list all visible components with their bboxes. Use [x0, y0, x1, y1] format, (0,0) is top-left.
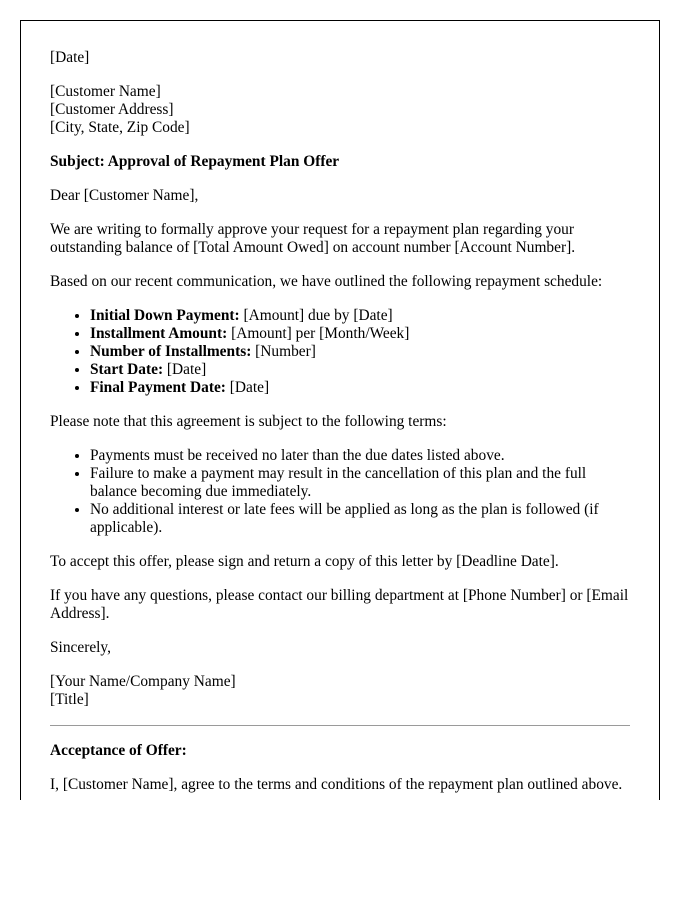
accept-instructions: To accept this offer, please sign and return a copy of this letter by [Deadline Date].: [50, 553, 559, 570]
schedule-item-label: Final Payment Date:: [90, 379, 226, 396]
schedule-item-value: [Date]: [163, 361, 207, 378]
acceptance-statement: I, [Customer Name], agree to the terms and conditions of the repayment plan outlined above.: [50, 776, 623, 793]
letter-page: [20, 20, 660, 800]
schedule-item-value: [Number]: [251, 343, 316, 360]
term-item: • Payments must be received no later than the due dates listed above.: [90, 447, 630, 465]
recipient-address: [Customer Address]: [50, 101, 174, 118]
schedule-item-label: Start Date:: [90, 361, 164, 378]
recipient-address-block: [50, 83, 630, 137]
sender-block: [50, 673, 630, 709]
schedule-item-value: [Date]: [225, 379, 270, 396]
term-item: • Failure to make a payment may result in the cancellation of this plan and the full balance becoming due immediately.: [90, 465, 630, 501]
schedule-item-value: [Amount] due by [Date]: [239, 307, 393, 324]
schedule-item: [90, 307, 630, 325]
recipient-name: [Customer Name]: [50, 83, 161, 100]
recipient-city-state-zip: [City, State, Zip Code]: [50, 119, 190, 136]
repayment-schedule-list: [50, 307, 630, 397]
schedule-item-label: Installment Amount:: [90, 325, 228, 342]
terms-intro: Please note that this agreement is subject to the following terms:: [50, 413, 447, 430]
letter-date: [Date]: [50, 49, 90, 66]
sender-name: [Your Name/Company Name]: [50, 673, 236, 690]
schedule-item: [90, 325, 630, 343]
letter-subject: Subject: Approval of Repayment Plan Offer: [50, 153, 340, 170]
sender-title: [Title]: [50, 691, 89, 708]
schedule-item-label: Initial Down Payment:: [90, 307, 240, 324]
closing: Sincerely,: [50, 639, 111, 656]
terms-list: [50, 447, 630, 537]
contact-paragraph: If you have any questions, please contact our billing department at [Phone Number] or [Email Address].: [50, 587, 629, 622]
schedule-item-label: Number of Installments:: [90, 343, 252, 360]
term-item: • No additional interest or late fees will be applied as long as the plan is followed (if applicable).: [90, 501, 630, 537]
schedule-item-value: [Amount] per [Month/Week]: [227, 325, 410, 342]
acceptance-heading: Acceptance of Offer:: [50, 742, 187, 759]
schedule-intro: Based on our recent communication, we have outlined the following repayment schedule:: [50, 273, 603, 290]
schedule-item: [90, 343, 630, 361]
schedule-item: [90, 361, 630, 379]
schedule-item: [90, 379, 630, 397]
salutation: Dear [Customer Name],: [50, 187, 199, 204]
intro-paragraph: We are writing to formally approve your request for a repayment plan regarding your outstanding balance of [Total Amount Owed] on account number [Account Number].: [50, 221, 576, 256]
section-divider: [50, 725, 630, 726]
